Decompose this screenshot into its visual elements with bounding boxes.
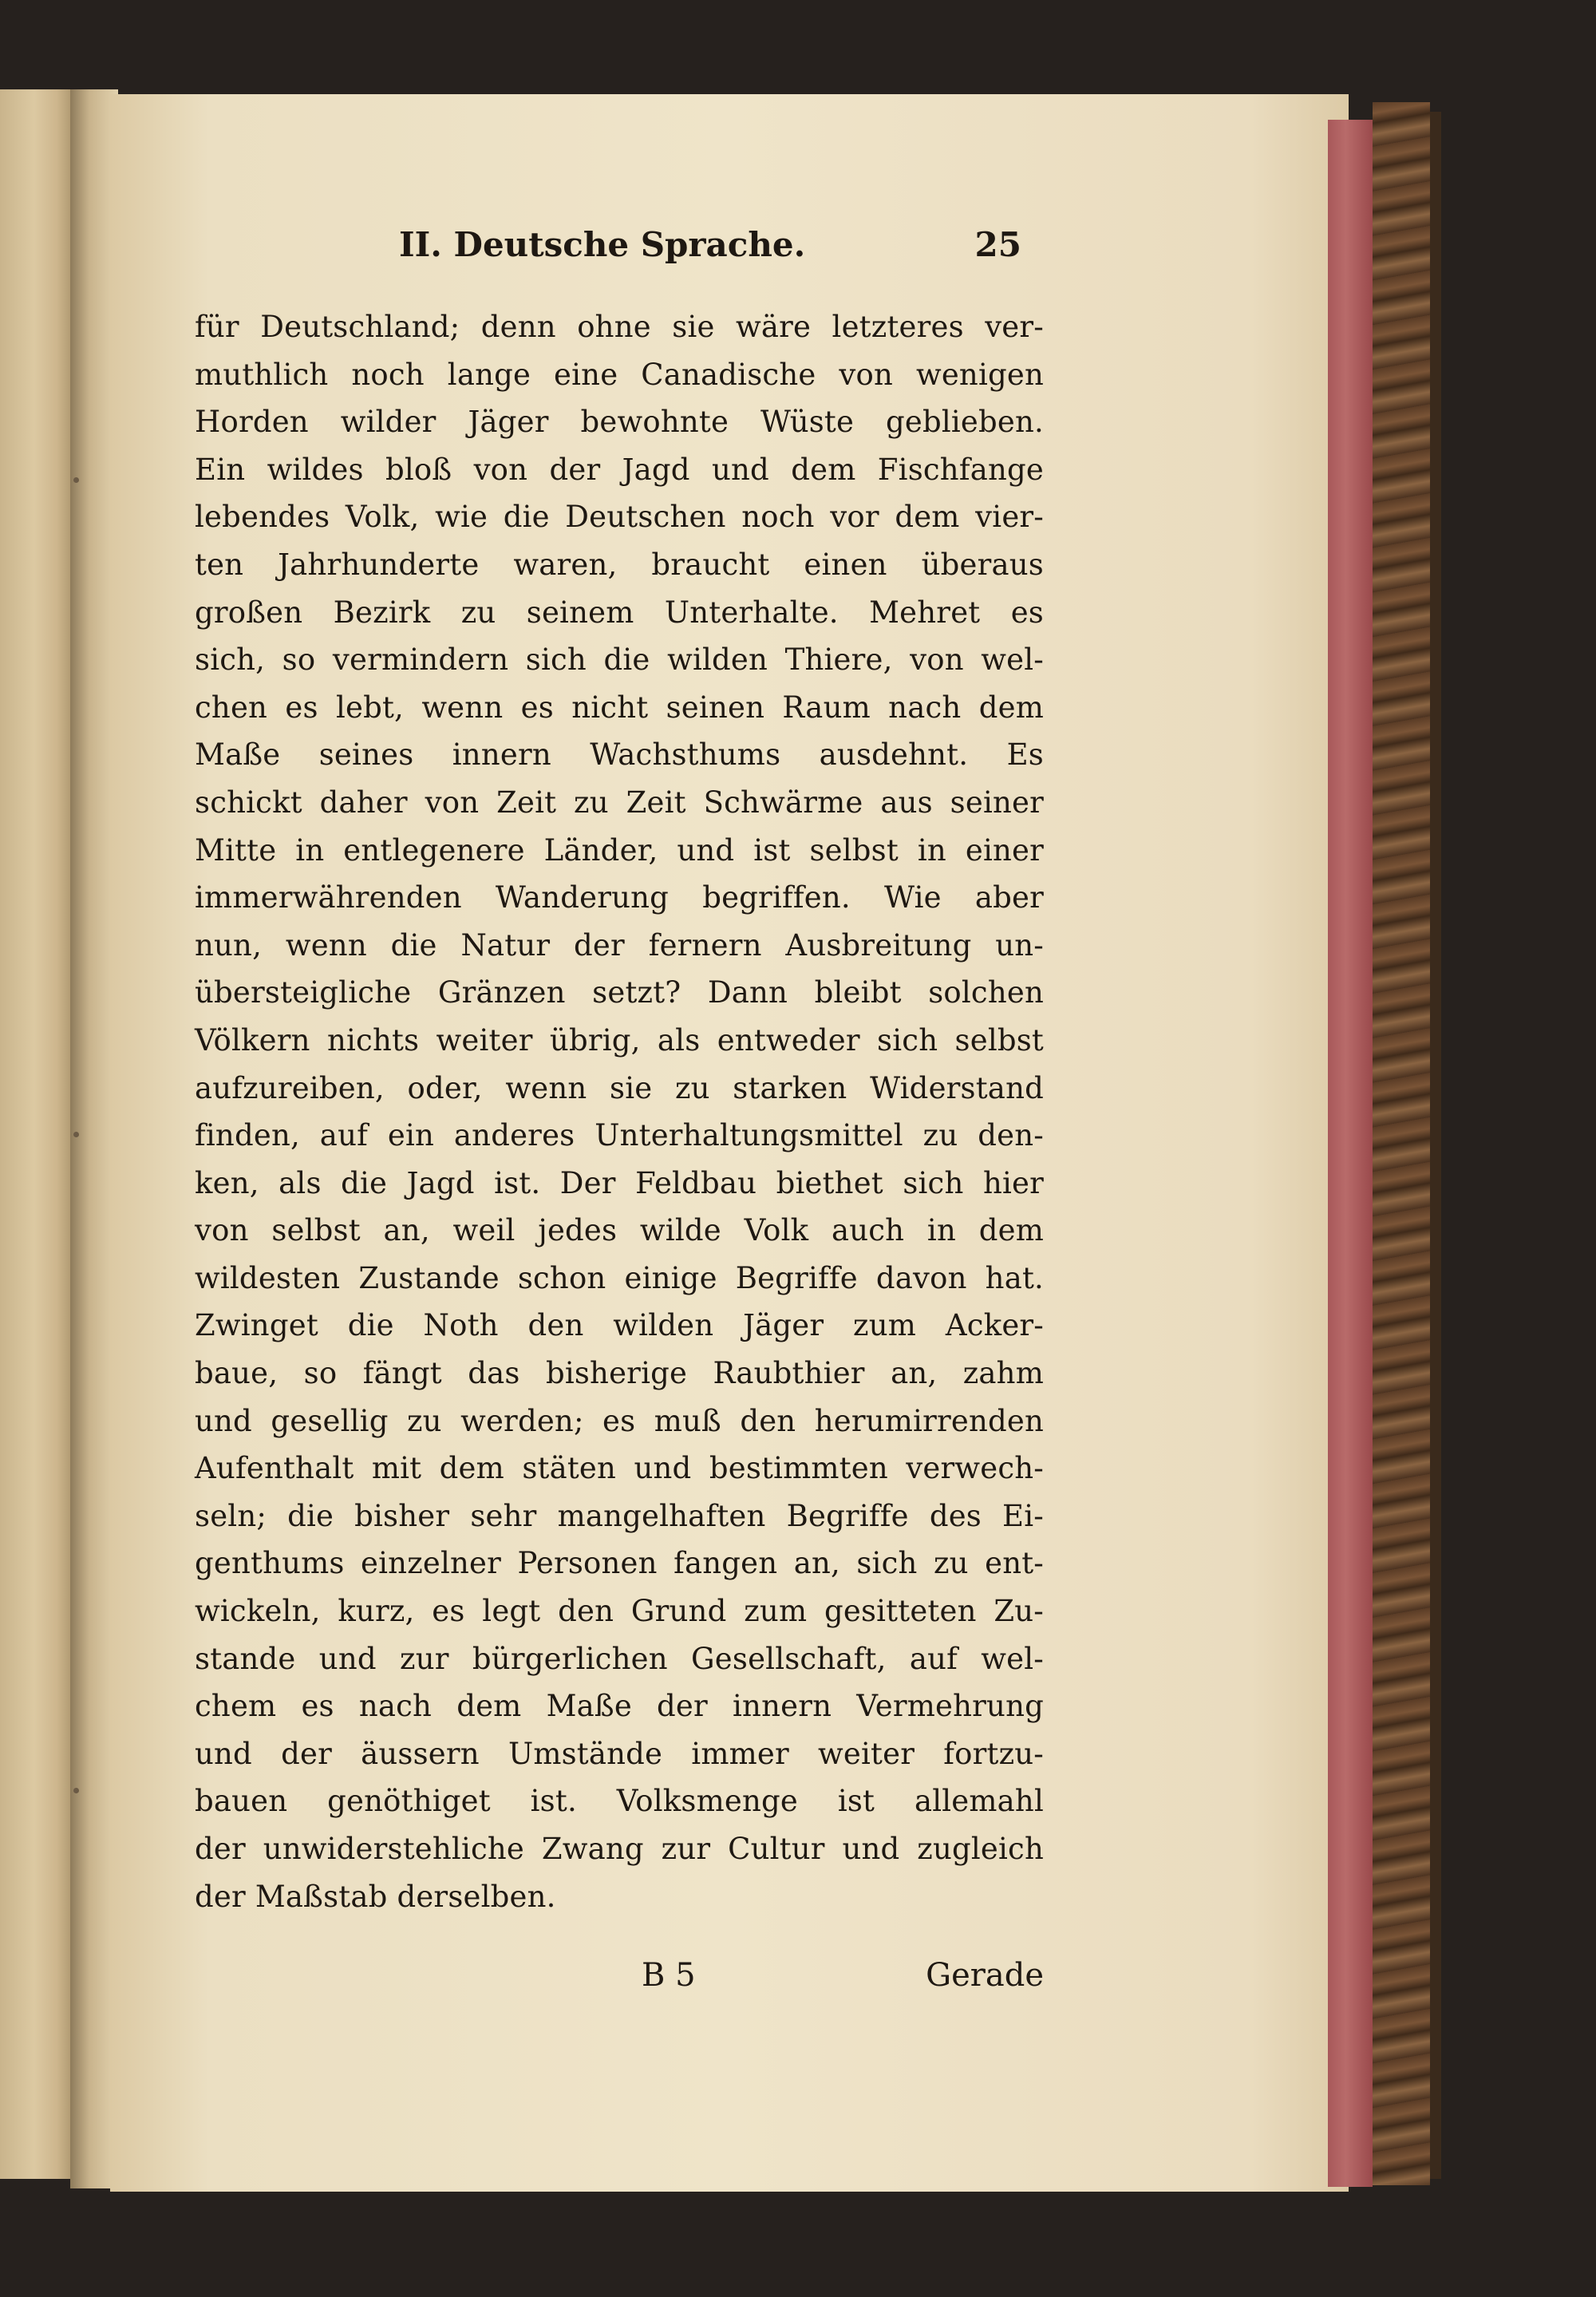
text-line: finden, auf ein anderes Unterhaltungsmittel zu den- <box>195 1118 1044 1153</box>
text-line: genthums einzelner Personen fangen an, sich zu ent- <box>195 1546 1044 1581</box>
text-line: chem es nach dem Maße der innern Vermehrung <box>195 1689 1044 1724</box>
text-line: der Maßstab derselben. <box>195 1879 556 1914</box>
text-line: seln; die bisher sehr mangelhaften Begriffe des Ei- <box>195 1498 1044 1533</box>
text-line: Aufenthalt mit dem stäten und bestimmten verwech- <box>195 1451 1044 1486</box>
text-line: bauen genöthiget ist. Volksmenge ist allemahl <box>195 1784 1044 1819</box>
text-line: und gesellig zu werden; es muß den herumirrenden <box>195 1403 1044 1438</box>
marbled-binding <box>1373 102 1430 2185</box>
text-line: Maße seines innern Wachsthums ausdehnt. Es <box>195 737 1044 773</box>
text-line: lebendes Volk, wie die Deutschen noch vor dem vier- <box>195 500 1044 535</box>
text-line: für Deutschland; denn ohne sie wäre letzteres ver- <box>195 310 1044 344</box>
text-line: und der äussern Umstände immer weiter fortzu- <box>195 1736 1044 1771</box>
text-line: wildesten Zustande schon einige Begriffe davon hat. <box>195 1260 1044 1295</box>
text-line: Völkern nichts weiter übrig, als entweder sich selbst <box>195 1022 1044 1058</box>
margin-mark <box>73 1788 79 1793</box>
body-text <box>195 303 1044 1920</box>
running-title: II. Deutsche Sprache. <box>399 225 806 264</box>
margin-mark <box>73 477 79 483</box>
text-line: stande und zur bürgerlichen Gesellschaft, auf wel- <box>195 1641 1044 1676</box>
text-line: chen es lebt, wenn es nicht seinen Raum nach dem <box>195 690 1044 725</box>
text-line: sich, so vermindern sich die wilden Thiere, von wel- <box>195 642 1044 678</box>
text-line: Ein wildes bloß von der Jagd und dem Fischfange <box>195 452 1044 487</box>
text-line: ten Jahrhunderte waren, braucht einen überaus <box>195 547 1044 582</box>
binding-edge <box>1430 112 1441 2179</box>
text-line: baue, so fängt das bisherige Raubthier an, zahm <box>195 1356 1044 1391</box>
page-edges <box>1328 120 1373 2187</box>
catchword: Gerade <box>926 1957 1044 1994</box>
text-line: ken, als die Jagd ist. Der Feldbau biethet sich hier <box>195 1165 1044 1200</box>
running-head <box>399 225 1021 281</box>
facing-page-edge <box>0 89 76 2179</box>
text-line: muthlich noch lange eine Canadische von wenigen <box>195 357 1044 392</box>
margin-mark <box>73 1132 79 1137</box>
text-line: schickt daher von Zeit zu Zeit Schwärme aus seiner <box>195 785 1044 820</box>
text-line: großen Bezirk zu seinem Unterhalte. Mehret es <box>195 595 1044 630</box>
text-line: Zwinget die Noth den wilden Jäger zum Acker- <box>195 1308 1044 1343</box>
page-footer <box>195 1957 1044 2013</box>
text-line: immerwährenden Wanderung begriffen. Wie aber <box>195 880 1044 915</box>
signature-mark: B 5 <box>642 1957 696 1994</box>
page-number: 25 <box>974 225 1021 264</box>
text-line: wickeln, kurz, es legt den Grund zum gesitteten Zu- <box>195 1594 1044 1629</box>
text-line: der unwiderstehliche Zwang zur Cultur und zugleich <box>195 1832 1044 1866</box>
text-line: nun, wenn die Natur der fernern Ausbreitung un- <box>195 927 1044 963</box>
text-line: übersteigliche Gränzen setzt? Dann bleibt solchen <box>195 975 1044 1010</box>
text-line: Mitte in entlegenere Länder, und ist selbst in einer <box>195 832 1044 868</box>
text-line: aufzureiben, oder, wenn sie zu starken Widerstand <box>195 1070 1044 1105</box>
text-line: Horden wilder Jäger bewohnte Wüste geblieben. <box>195 405 1044 440</box>
text-line: von selbst an, weil jedes wilde Volk auch in dem <box>195 1213 1044 1248</box>
